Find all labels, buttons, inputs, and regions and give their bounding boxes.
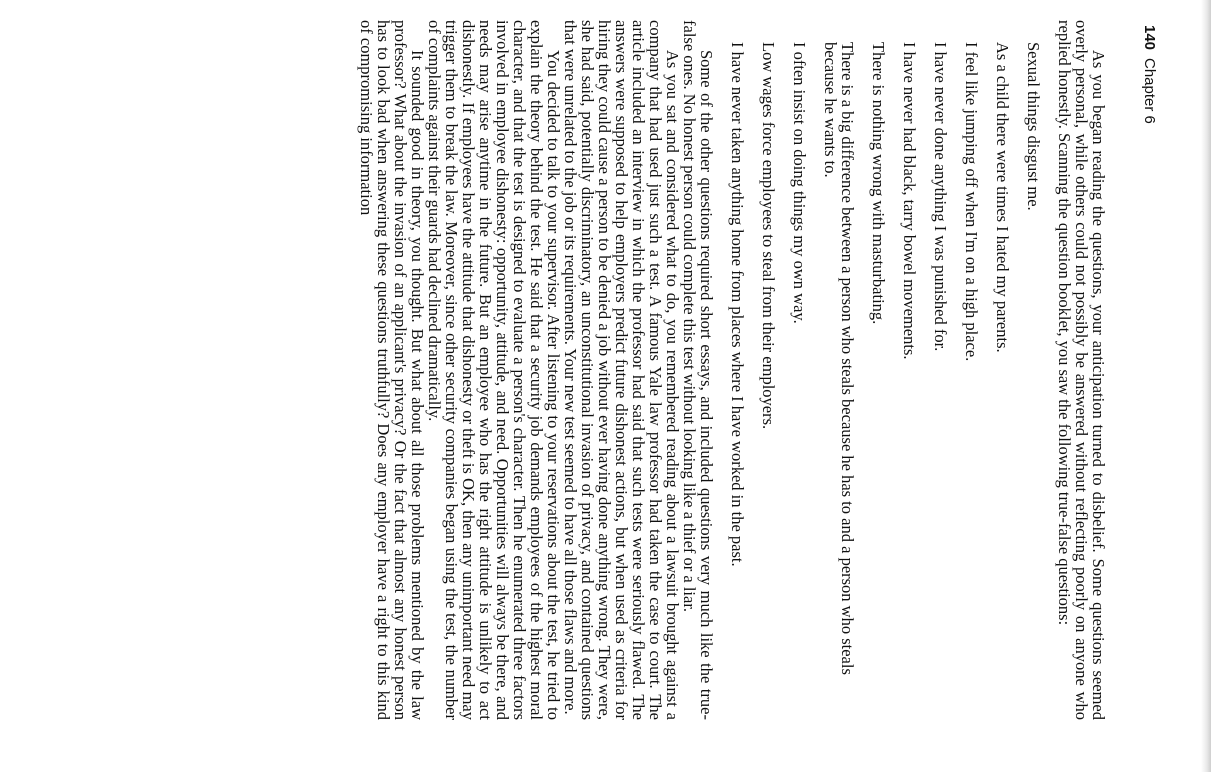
- question-item: I have never done anything I was punished for.: [931, 42, 950, 352]
- question-item: There is a big difference between a person who steals because he has to and a person who steals because he wants to.: [821, 42, 857, 675]
- question-item: I often insist on doing things my own way.: [790, 42, 809, 324]
- question-item: I have never had black, tarry bowel movements.: [900, 42, 919, 360]
- rotated-page-content: [100, 20, 1160, 720]
- question-item: As a child there were times I hated my parents.: [993, 42, 1012, 353]
- scan-edge-shadow: [1201, 0, 1211, 772]
- question-item: There is nothing wrong with masturbating.: [869, 42, 888, 325]
- running-header: [1136, 20, 1160, 720]
- body-paragraph: As you sat and considered what to do, you remembered reading about a lawsuit brought against a company that had used just such a test. A famous Yale law professor had taken the case to court. The article included an interview in which the professor had said that such tests were seriously flawed. The answers were supposed to help employers predict future dishonest actions, but when used as criteria for hiring they could cause a person to be denied a job without ever having done anything wrong. They were, she had said, potentially discriminatory, an unconstitutional invasion of privacy, and contained questions that were unrelated to the job or its requirements. Your new test seemed to have all those flaws and more.: [561, 20, 682, 720]
- page-number: 140: [1141, 25, 1158, 51]
- body-paragraph: Some of the other questions required short essays, and included questions very much like the true-false ones. No honest person could complete this test without looking like a thief or a liar.: [680, 20, 716, 720]
- intro-paragraph: As you began reading the questions, your anticipation turned to disbelief. Some questions seemed overly personal, while others could not possibly be answered without reflecting poorly on anyone who replied honestly. Scanning the question booklet, you saw the following true-false questions:: [1055, 20, 1108, 720]
- body-paragraph: You decided to talk to your supervisor. After listening to your reservations about the test, he tried to explain the theory behind the test. He said that a security job demands employees of the highest moral character, and that the test is designed to evaluate a person's character. Then he enumerated three factors involved in employee dishonesty: opportunity, attitude, and need. Opportunities will always be there, and needs may arise anytime in the future. But an employee who has the right attitude is unlikely to act dishonestly. If employees have the attitude that dishonesty or theft is OK, then any unimportant need may trigger them to break the law. Moreover, since other security companies began using the test, the number of complaints against their guards had declined dramatically.: [425, 20, 563, 720]
- question-item: Sexual things disgust me.: [1024, 42, 1043, 211]
- chapter-label: Chapter 6: [1141, 58, 1158, 124]
- question-item: I have never taken anything home from places where I have worked in the past.: [728, 42, 747, 567]
- question-item: Low wages force employees to steal from their employers.: [759, 42, 778, 430]
- question-item: I feel like jumping off when I'm on a high place.: [962, 42, 981, 362]
- body-text: [358, 20, 1107, 720]
- body-paragraph: It sounded good in theory, you thought. But what about all those problems mentioned by the law professor? What about the invasion of an applicant's privacy? Or the fact that almost any honest person has to look bad when answering these questions truthfully? Does any employer have a right to this kind of compromising information: [357, 20, 427, 720]
